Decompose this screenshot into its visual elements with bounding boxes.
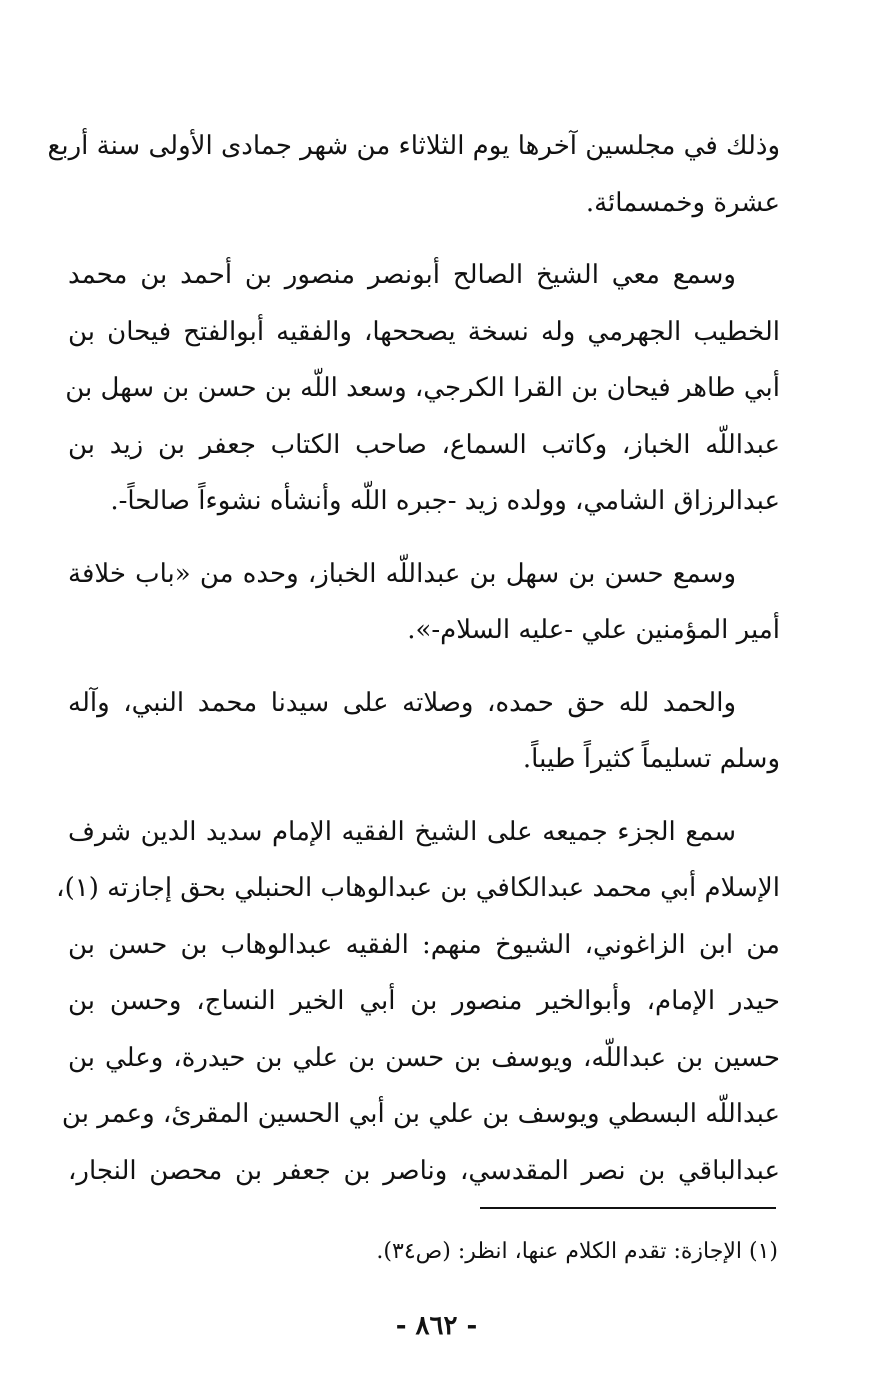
- text-line: عبدالباقي بن نصر المقدسي، وناصر بن جعفر بن محصن النجار،: [68, 1155, 780, 1186]
- text-line: وسمع معي الشيخ الصالح أبونصر منصور بن أحمد بن محمد: [68, 260, 736, 290]
- text-line: وسلم تسليماً كثيراً طيباً.: [522, 744, 780, 774]
- text-line: عبدالرزاق الشامي، وولده زيد -جبره اللّه وأنشأه نشوءاً صالحاً-.: [110, 486, 780, 516]
- text-line: وسمع حسن بن سهل بن عبداللّه الخباز، وحده من «باب خلافة: [68, 558, 736, 589]
- paragraph-5: [56, 804, 780, 1200]
- paragraph-1: [47, 118, 780, 231]
- paragraph-3: [68, 546, 780, 659]
- text-line: حسين بن عبداللّه، ويوسف بن حسن بن علي بن حيدرة، وعلي بن: [68, 1042, 780, 1073]
- text-line: والحمد لله حق حمده، وصلاته على سيدنا محمد النبي، وآله: [68, 687, 736, 718]
- text-line: أمير المؤمنين علي -عليه السلام-».: [407, 615, 780, 645]
- text-line: الإسلام أبي محمد عبدالكافي بن عبدالوهاب الحنبلي بحق إجازته (١)،: [56, 873, 780, 903]
- text-line: أبي طاهر فيحان بن القرا الكرجي، وسعد اللّه بن حسن بن سهل بن: [65, 373, 780, 403]
- text-line: حيدر الإمام، وأبوالخير منصور بن أبي الخير النساج، وحسن بن: [68, 986, 780, 1016]
- footnote: (١) الإجازة: تقدم الكلام عنها، انظر: (ص٣٤).: [376, 1239, 778, 1264]
- text-line: سمع الجزء جميعه على الشيخ الفقيه الإمام سديد الدين شرف: [68, 816, 736, 847]
- paragraph-2: [65, 247, 780, 530]
- text-line: الخطيب الجهرمي وله نسخة يصححها، والفقيه أبوالفتح فيحان بن: [68, 316, 780, 347]
- main-text: [47, 118, 780, 1215]
- paragraph-4: [68, 675, 780, 788]
- page-number: - ٨٦٢ -: [395, 1311, 478, 1341]
- footnote-separator: [480, 1207, 776, 1209]
- text-line: عبداللّه الخباز، وكاتب السماع، صاحب الكتاب جعفر بن زيد بن: [68, 429, 780, 460]
- text-line: عبداللّه البسطي ويوسف بن علي بن أبي الحسين المقرئ، وعمر بن: [61, 1099, 780, 1129]
- text-line: عشرة وخمسمائة.: [585, 187, 780, 218]
- text-line: من ابن الزاغوني، الشيوخ منهم: الفقيه عبدالوهاب بن حسن بن: [68, 929, 780, 960]
- text-line: وذلك في مجلسين آخرها يوم الثلاثاء من شهر جمادى الأولى سنة أربع: [47, 131, 780, 161]
